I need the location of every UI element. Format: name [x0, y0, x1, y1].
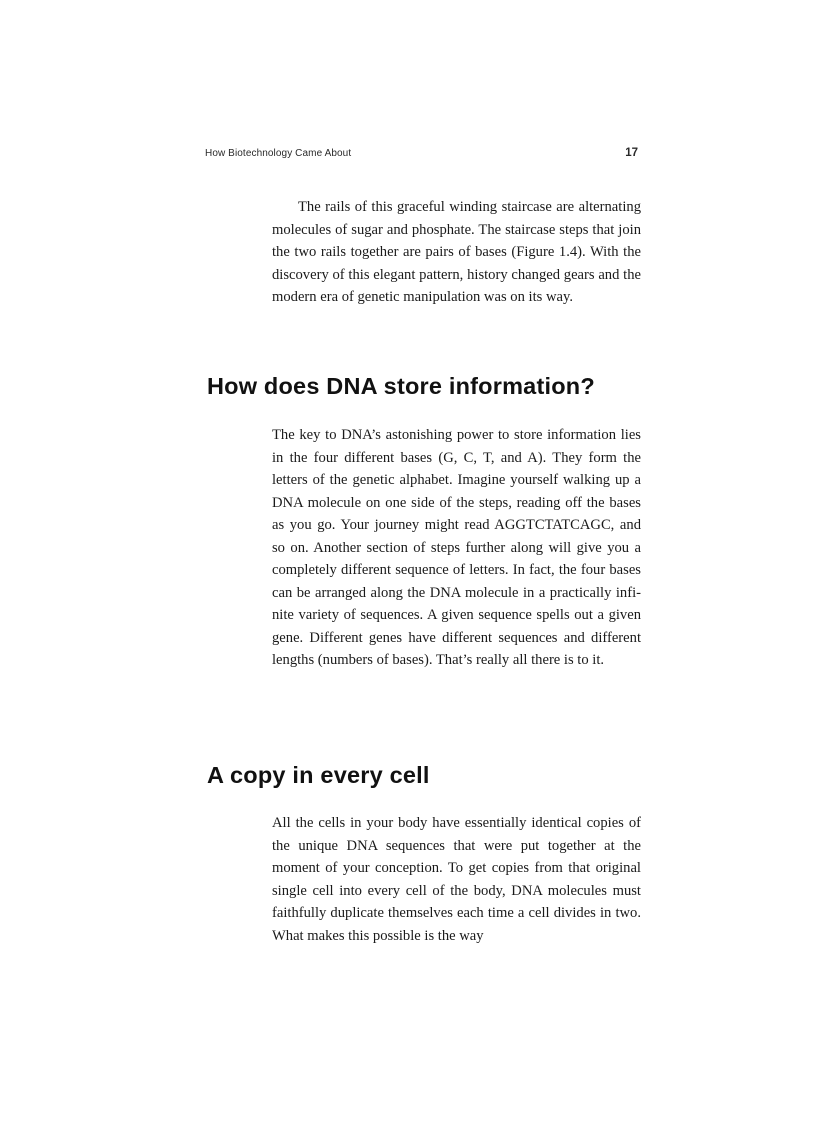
page-number: 17: [625, 147, 638, 159]
running-head: [205, 147, 638, 163]
intro-paragraph: The rails of this graceful winding staircase are alternating molecules of sugar and phosphate. The staircase steps that join the two rails together are pairs of bases (Figure 1.4). With the discovery of this elegant pattern, history changed gears and the modern era of genetic manipulation was on its way.: [272, 199, 641, 305]
running-title: How Biotechnology Came About: [205, 148, 352, 159]
section-dna-information-paragraph: The key to DNA’s astonishing power to store information lies in the four different bases (G, C, T, and A). They form the letters of the genetic alphabet. Imagine yourself walking up a DNA molecule on one side of the steps, reading off the bases as you go. Your journey might read AGGTCTATCAGC, and so on. Another section of steps further along will give you a completely different sequence of letters. In fact, the four bases can be arranged along the DNA molecule in a practically infinite variety of sequences. A given sequence spells out a given gene. Different genes have different sequences and different lengths (numbers of bases). That’s really all there is to it.: [272, 427, 641, 668]
section-copy-in-every-cell-paragraph: All the cells in your body have essentially identical copies of the unique DNA sequences that were put together at the moment of your conception. To get copies from that original single cell into every cell of the body, DNA molecules must faithfully duplicate themselves each time a cell divides in two. What makes this possible is the way: [272, 815, 641, 944]
section-heading-copy-in-every-cell: A copy in every cell: [207, 762, 430, 788]
section-heading-dna-information: How does DNA store information?: [207, 373, 595, 399]
